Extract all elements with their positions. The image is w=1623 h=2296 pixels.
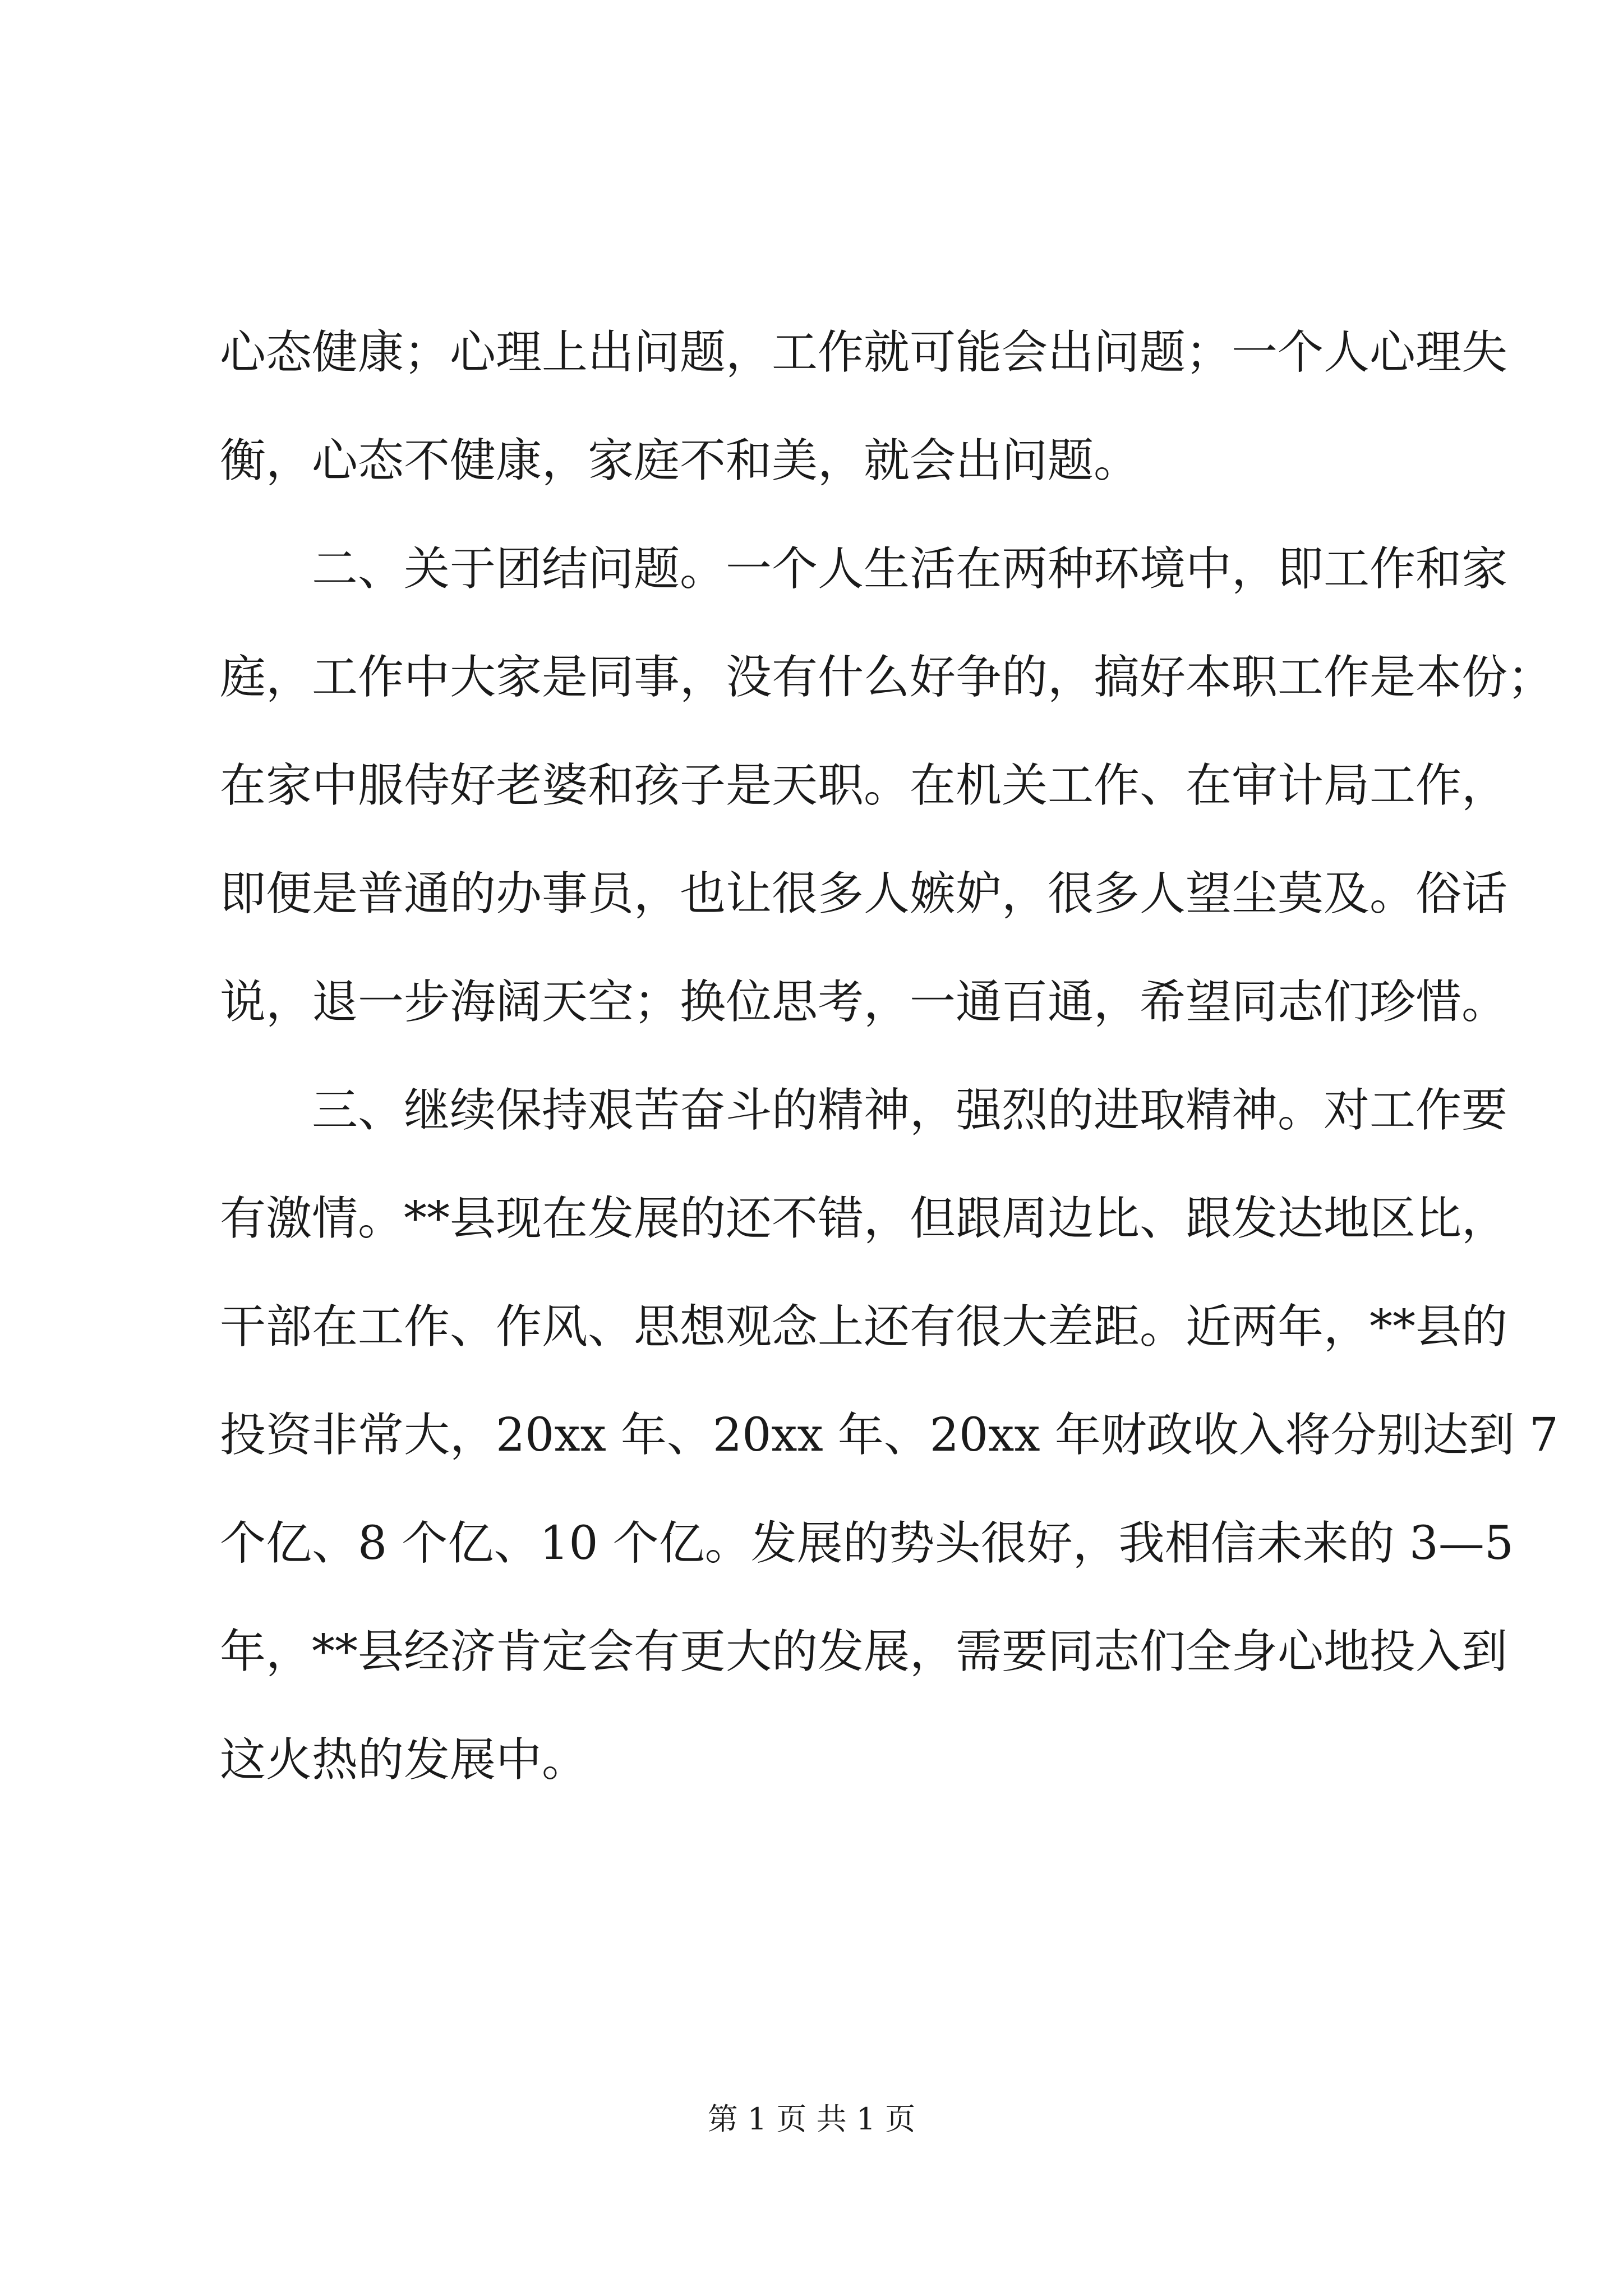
paragraph-line: 干部在工作、作风、思想观念上还有很大差距。近两年，**县的: [220, 1300, 1508, 1354]
paragraph-line: 二、关于团结问题。一个人生活在两种环境中，即工作和家: [312, 542, 1508, 596]
paragraph-line: 心态健康；心理上出问题，工作就可能会出问题；一个人心理失: [220, 326, 1508, 379]
paragraph-line: 在家中服侍好老婆和孩子是天职。在机关工作、在审计局工作，: [220, 759, 1508, 812]
paragraph-line: 有激情。**县现在发展的还不错，但跟周边比、跟发达地区比，: [220, 1192, 1508, 1245]
paragraph-line: 个亿、8 个亿、10 个亿。发展的势头很好，我相信未来的 3—5: [220, 1517, 1514, 1570]
paragraph-line: 庭，工作中大家是同事，没有什么好争的，搞好本职工作是本份；: [220, 651, 1554, 704]
paragraph-line: 衡，心态不健康，家庭不和美，就会出问题。: [220, 434, 1140, 487]
page-footer: 第 1 页 共 1 页: [707, 2101, 916, 2137]
document-body: [220, 298, 1559, 1814]
paragraph-line: 三、继续保持艰苦奋斗的精神，强烈的进取精神。对工作要: [312, 1084, 1508, 1137]
paragraph-line: 说，退一步海阔天空；换位思考，一通百通，希望同志们珍惜。: [220, 976, 1508, 1029]
paragraph-line: 这火热的发展中。: [220, 1733, 588, 1787]
paragraph-line: 即便是普通的办事员，也让很多人嫉妒，很多人望尘莫及。俗话: [220, 867, 1508, 921]
paragraph-line: 年，**县经济肯定会有更大的发展，需要同志们全身心地投入到: [220, 1625, 1508, 1678]
paragraph-line: 投资非常大，20xx 年、20xx 年、20xx 年财政收入将分别达到 7: [220, 1409, 1559, 1462]
